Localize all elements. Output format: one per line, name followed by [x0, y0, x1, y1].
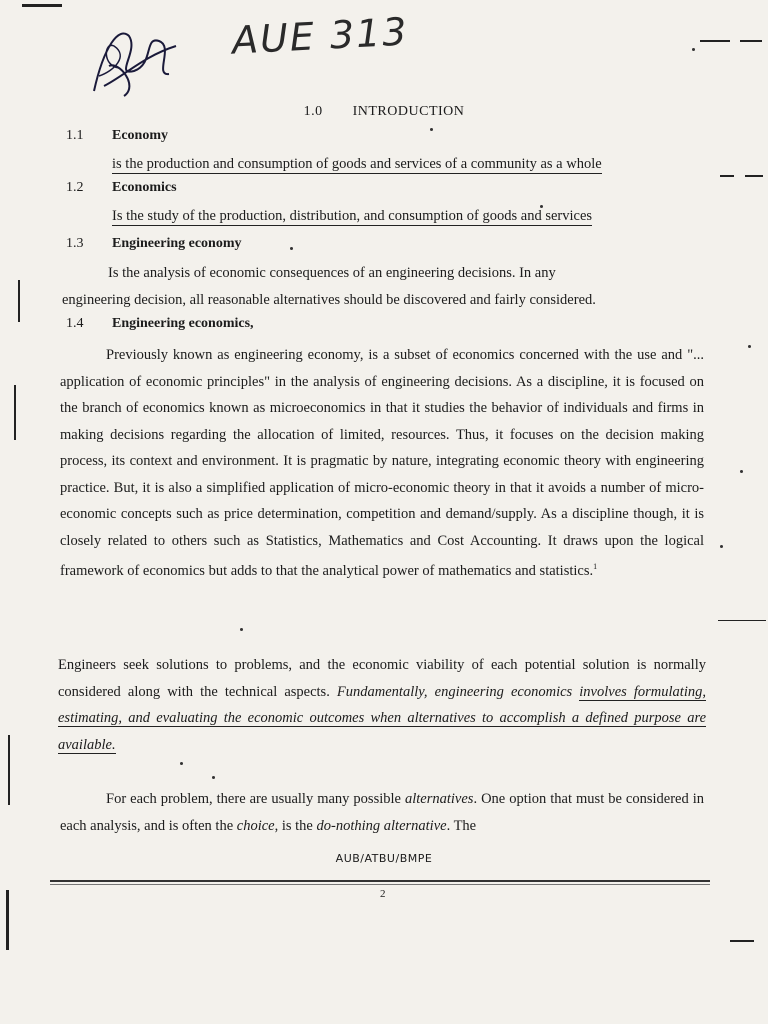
emphasis-text: alternatives	[404, 791, 474, 807]
scan-mark	[700, 40, 730, 42]
body-line: engineering decision, all reasonable alternatives should be discovered and fairly considered.	[62, 291, 596, 308]
paragraph-text: For each problem, there are usually many possible	[106, 791, 405, 807]
scan-speck	[180, 762, 183, 765]
scan-mark	[720, 175, 734, 177]
paragraph-text: Previously known as engineering economy, is a subset of economics concerned with the use and "... application of economic principles" in the analysis of engineering decisions. As a discipline, it is focused on the branch of economics known as microeconomics in that it studies the behavior of individuals and firms in making decisions regarding the allocation of limited, resources. Thus, it focuses on the decision making process, its context and environment. It is pragmatic by nature, integrating economic theory with engineering practice. But, it is also a simplified application of micro-economic theory in that it avoids a number of micro-economic concepts such as price determination, competition and demand/supply. As a discipline though, it is closely related to others such as Statistics, Mathematics and Cost Accounting. It draws upon the logical framework of economics but adds to that the analytical power of mathematics and statistics.	[60, 347, 704, 579]
scan-mark	[730, 940, 754, 942]
scan-speck	[540, 205, 543, 208]
emphasis-underlined-text: involves formulating, estimating, and evaluating the economic outcomes when alternatives to accomplish a defined purpose are available.	[58, 683, 706, 753]
scan-speck	[212, 776, 215, 779]
paragraph-text: Engineers seek solutions to problems, and the economic viability of each potential solution is normally considered along with the technical aspects.	[58, 657, 706, 700]
paragraph-text: . One option that must be considered in each analysis, and is often the	[60, 791, 704, 834]
definition-text: Is the study of the production, distribution, and consumption of goods and services	[112, 208, 593, 224]
section-title: Engineering economics,	[112, 316, 254, 331]
body-line: Is the analysis of economic consequences of an engineering decisions. In any	[108, 265, 556, 281]
emphasis-text: do-nothing alternative	[316, 817, 447, 834]
scan-mark	[745, 175, 763, 177]
heading-title: INTRODUCTION	[352, 104, 465, 119]
paragraph-text: . The	[446, 817, 477, 834]
emphasis-text: choice	[236, 817, 275, 834]
heading-number: 1.0	[303, 104, 323, 119]
scan-mark	[14, 385, 16, 440]
section-title: Engineering economy	[112, 236, 242, 251]
scan-mark	[718, 620, 766, 621]
footer-rule	[50, 884, 710, 885]
scan-speck	[740, 470, 743, 473]
footnote-marker: 1	[593, 562, 598, 571]
footer-code: AUB/ATBU/BMPE	[335, 852, 433, 865]
section-number: 1.4	[66, 316, 84, 331]
scan-mark	[740, 40, 762, 42]
course-code-handwritten: AUE 313	[230, 9, 410, 63]
page-number: 2	[380, 888, 386, 900]
section-definition	[112, 156, 602, 173]
paragraph-1	[60, 342, 704, 584]
emphasis-text: Fundamentally, engineering economics	[336, 683, 580, 700]
main-heading	[0, 104, 768, 120]
paragraph-2	[58, 652, 706, 758]
section-number: 1.2	[66, 180, 84, 195]
scan-speck	[692, 48, 695, 51]
section-definition	[112, 208, 592, 225]
section-title: Economy	[112, 128, 168, 143]
footer-rule	[50, 880, 710, 882]
scan-speck	[720, 545, 723, 548]
definition-text: is the production and consumption of goods and services of a community as a whole	[112, 156, 602, 172]
scan-speck	[748, 345, 751, 348]
signature	[84, 16, 184, 106]
paragraph-3	[60, 786, 704, 839]
paragraph-text: , is the	[274, 817, 317, 834]
scan-mark	[8, 735, 10, 805]
section-number: 1.3	[66, 236, 84, 251]
scan-speck	[240, 628, 243, 631]
section-title: Economics	[112, 180, 177, 195]
section-number: 1.1	[66, 128, 84, 143]
scan-speck	[430, 128, 433, 131]
scan-speck	[290, 247, 293, 250]
section-body	[62, 260, 702, 313]
scan-mark	[18, 280, 20, 322]
scan-mark	[6, 890, 9, 950]
scan-mark	[22, 4, 62, 7]
